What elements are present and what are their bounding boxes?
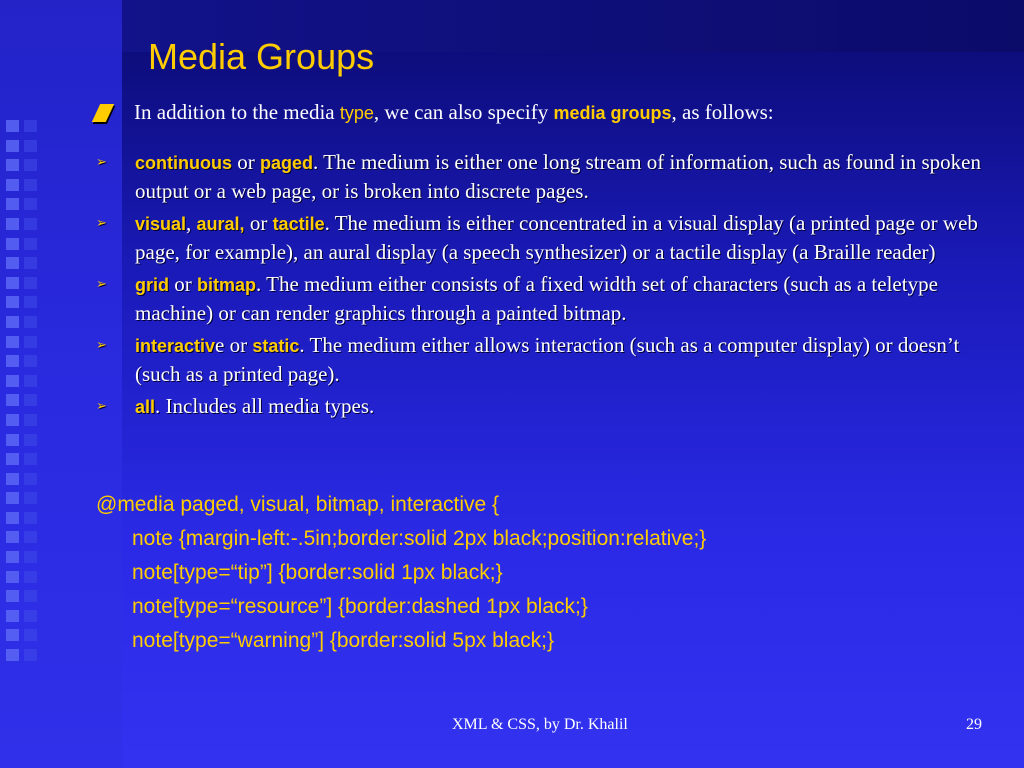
decor-square	[24, 610, 37, 622]
decor-square	[24, 218, 37, 230]
decor-square	[24, 512, 37, 524]
term-highlight: bitmap	[197, 275, 257, 295]
decor-square	[6, 120, 19, 132]
list-item	[96, 209, 996, 266]
decor-square	[24, 649, 37, 661]
decor-square	[6, 414, 19, 426]
decor-square	[6, 198, 19, 210]
decor-square	[6, 159, 19, 171]
decor-square	[6, 238, 19, 250]
decor-square	[24, 355, 37, 367]
list-item	[96, 270, 996, 327]
decor-square	[6, 394, 19, 406]
decor-square	[6, 316, 19, 328]
code-block	[96, 488, 706, 658]
intro-highlight-media-groups: media groups	[553, 103, 672, 123]
slash-bullet-icon	[92, 104, 114, 122]
decor-square	[24, 277, 37, 289]
term-highlight: visual	[135, 214, 187, 234]
list-item	[96, 331, 996, 388]
decor-square	[24, 375, 37, 387]
decor-square	[24, 590, 37, 602]
decor-square	[24, 238, 37, 250]
decor-square	[24, 394, 37, 406]
term-highlight: interactiv	[135, 336, 216, 356]
decor-square	[6, 551, 19, 563]
term-highlight: continuous	[135, 153, 232, 173]
arrow-bullet-icon: ➢	[96, 399, 107, 414]
term-highlight: all	[135, 397, 156, 417]
decor-square	[6, 179, 19, 191]
code-line: note[type=“tip”] {border:solid 1px black;}	[132, 561, 503, 584]
decor-square	[6, 218, 19, 230]
arrow-bullet-icon: ➢	[96, 277, 107, 292]
decor-square	[24, 414, 37, 426]
decor-square	[6, 571, 19, 583]
slide-title: Media Groups	[148, 36, 375, 77]
code-line: note {margin-left:-.5in;border:solid 2px black;position:relative;}	[132, 527, 707, 550]
intro-text	[134, 100, 774, 125]
term-highlight: static	[252, 336, 300, 356]
decor-square	[6, 375, 19, 387]
code-line: note[type=“warning”] {border:solid 5px black;}	[132, 629, 554, 652]
item-description: . The medium either allows interaction (such as a computer display) or doesn’t (such as a printed page).	[135, 333, 960, 386]
item-description: . Includes all media types.	[155, 394, 375, 418]
decor-square	[6, 610, 19, 622]
decor-squares-col1	[6, 120, 19, 661]
term-connector: ,	[186, 211, 197, 235]
decor-square	[24, 179, 37, 191]
decor-square	[6, 492, 19, 504]
intro-highlight-type: type	[339, 103, 374, 123]
decor-square	[24, 296, 37, 308]
term-highlight: tactile	[272, 214, 325, 234]
decor-square	[24, 571, 37, 583]
term-connector: or	[244, 211, 273, 235]
arrow-bullet-icon: ➢	[96, 338, 107, 353]
decor-square	[24, 140, 37, 152]
decor-square	[6, 277, 19, 289]
list-item	[96, 392, 996, 421]
item-description: . The medium is either concentrated in a visual display (a printed page or web page, for example), an aural display (a speech synthesizer) or a tactile display (a Braille reader)	[135, 211, 978, 264]
decor-square	[24, 434, 37, 446]
decor-square	[6, 434, 19, 446]
decor-square	[24, 257, 37, 269]
intro-text-part: , we can also specify	[373, 100, 554, 124]
media-group-list	[96, 148, 996, 425]
decor-square	[24, 473, 37, 485]
decor-square	[24, 453, 37, 465]
code-line: note[type=“resource”] {border:dashed 1px black;}	[132, 595, 588, 618]
decor-square	[24, 336, 37, 348]
intro-paragraph	[96, 100, 996, 125]
decor-square	[6, 296, 19, 308]
decor-square	[24, 316, 37, 328]
decor-square	[24, 198, 37, 210]
footer-text: XML & CSS, by Dr. Khalil	[452, 716, 628, 733]
page-number: 29	[966, 716, 982, 733]
decor-square	[24, 120, 37, 132]
decor-square	[6, 336, 19, 348]
item-description: . The medium either consists of a fixed width set of characters (such as a teletype machine) or can render graphics through a painted bitmap.	[135, 272, 938, 325]
term-connector: e or	[215, 333, 253, 357]
decor-square	[6, 531, 19, 543]
decor-square	[24, 492, 37, 504]
term-highlight: paged	[260, 153, 314, 173]
decor-square	[6, 629, 19, 641]
intro-text-part: , as follows:	[671, 100, 774, 124]
item-description: . The medium is either one long stream of information, such as found in spoken output or a web page, or is broken into discrete pages.	[135, 150, 981, 203]
decor-square	[24, 551, 37, 563]
decor-square	[24, 629, 37, 641]
term-highlight: aural,	[196, 214, 245, 234]
decor-square	[24, 531, 37, 543]
list-item	[96, 148, 996, 205]
decor-square	[6, 649, 19, 661]
term-connector: or	[169, 272, 197, 296]
decor-square	[6, 512, 19, 524]
arrow-bullet-icon: ➢	[96, 216, 107, 231]
decor-square	[6, 453, 19, 465]
term-connector: or	[232, 150, 260, 174]
decor-square	[6, 257, 19, 269]
decor-square	[6, 590, 19, 602]
term-highlight: grid	[135, 275, 169, 295]
intro-text-part: In addition to the media	[134, 100, 340, 124]
decor-square	[24, 159, 37, 171]
decor-square	[6, 473, 19, 485]
decor-square	[6, 140, 19, 152]
code-line-media: @media paged, visual, bitmap, interactive {	[96, 493, 500, 516]
arrow-bullet-icon: ➢	[96, 155, 107, 170]
decor-square	[6, 355, 19, 367]
decor-squares-col2	[24, 120, 37, 661]
